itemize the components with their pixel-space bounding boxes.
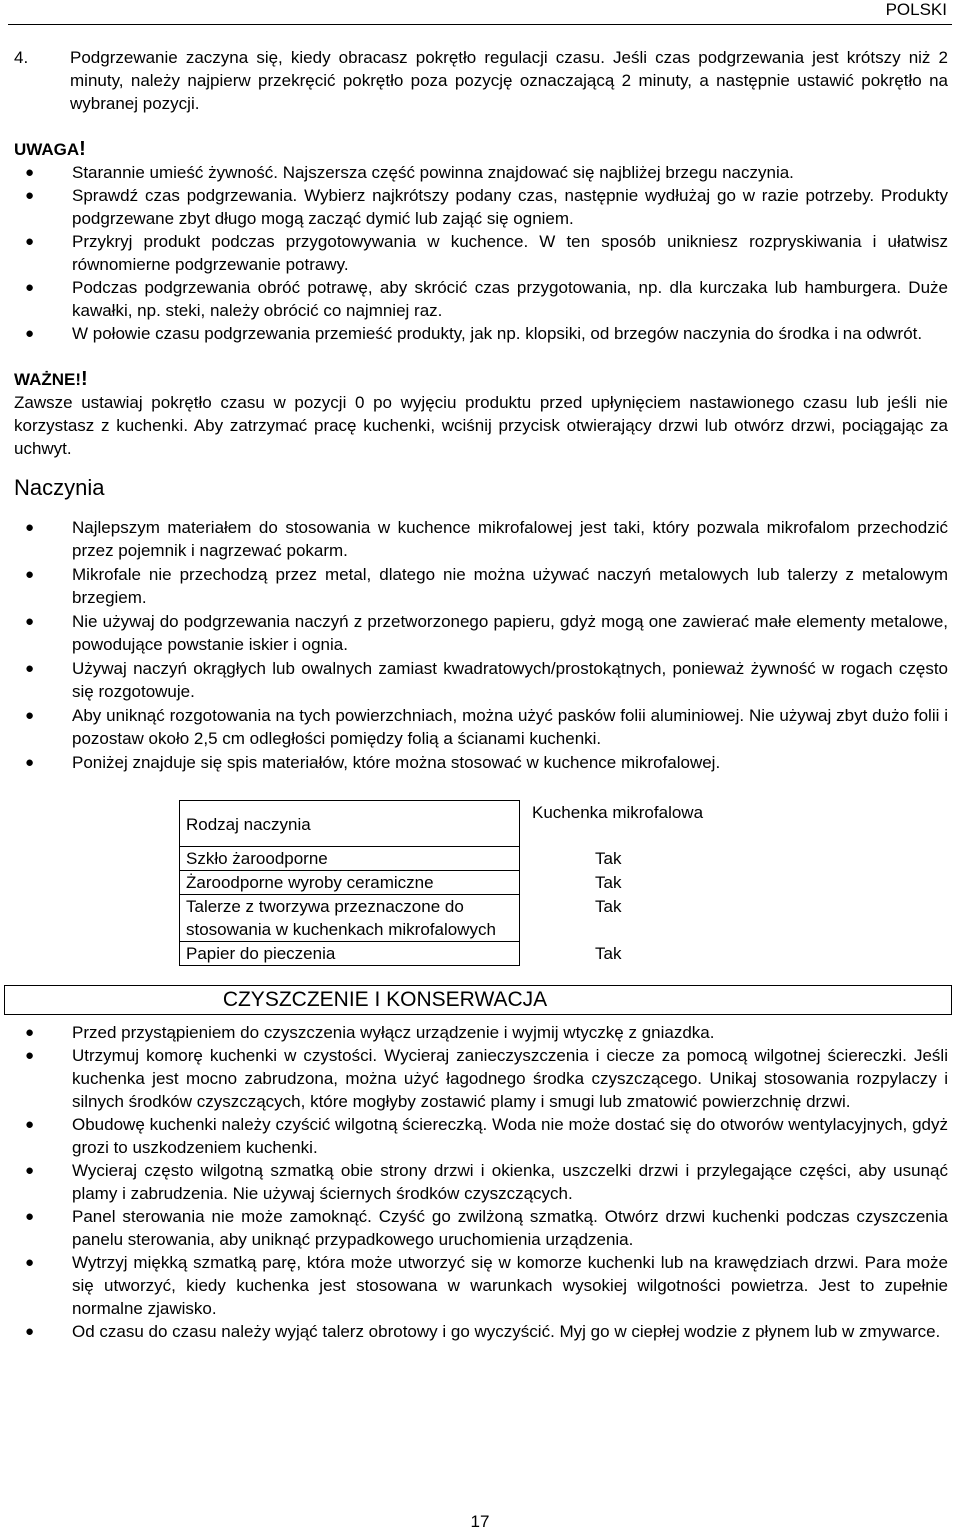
- list-item: ● Utrzymuj komorę kuchenki w czystości. Wycieraj zanieczyszczenia i ciecze za pomocą wilgotnej ściereczki. Jeśli kuchenka jest mocno zabrudzona, można użyć łagodnego środka czyszczącego. Unikaj stosowania rozpylaczy i silnych środków czyszczących, które mogłyby zostawić plamy i smugi lub zmatowić powierzchnię drzwi.: [25, 1046, 948, 1111]
- table-header-row: [180, 801, 758, 847]
- list-item: ● Najlepszym materiałem do stosowania w kuchence mikrofalowej jest taki, który pozwala mikrofalom przechodzić przez pojemnik i nagrzewać pokarm.: [25, 518, 948, 560]
- bullet-icon: ●: [25, 754, 35, 771]
- important-text: Zawsze ustawiaj pokrętło czasu w pozycji 0 po wyjęciu produktu przed upłynięciem nastawionego czasu lub jeśli nie korzystasz z kuchenki. Aby zatrzymać pracę kuchenki, wciśnij przycisk otwierający drzwi lub otwórz drzwi, pociągając za uchwyt.: [14, 393, 948, 458]
- bullet-icon: ●: [25, 325, 35, 342]
- list-item: ● Poniżej znajduje się spis materiałów, które można stosować w kuchence mikrofalowej.: [25, 753, 721, 772]
- numbered-item-4: [14, 46, 948, 115]
- table-cell-value: Tak: [595, 848, 622, 868]
- warning-mark: !: [79, 138, 86, 160]
- table-row: [180, 871, 758, 895]
- table-cell-type: Żaroodporne wyroby ceramiczne: [180, 871, 520, 895]
- item-number: 4.: [14, 48, 29, 67]
- list-item: ● Aby uniknąć rozgotowania na tych powierzchniach, można użyć pasków folii aluminiowej. Nie używaj zbyt dużo folii i pozostaw około 2,5 cm odległości pomiędzy folią a ścianami kuchenki.: [25, 706, 948, 748]
- bullet-icon: ●: [25, 1323, 35, 1340]
- table-row: [180, 847, 758, 871]
- list-item: ● Mikrofale nie przechodzą przez metal, dlatego nie można używać naczyń metalowych lub talerzy z metalowym brzegiem.: [25, 565, 948, 607]
- bullet-icon: ●: [25, 613, 35, 630]
- bullet-icon: ●: [25, 1208, 35, 1225]
- warning-heading: [14, 138, 948, 161]
- important-title: WAŻNE!: [14, 370, 82, 389]
- table-row: [180, 895, 758, 942]
- list-item: ● Przykryj produkt podczas przygotowywania w kuchence. W ten sposób unikniesz rozpryskiwania i ułatwisz równomierne podgrzewanie potrawy.: [25, 232, 948, 274]
- bullet-icon: ●: [25, 187, 35, 204]
- bullet-icon: ●: [25, 566, 35, 583]
- bullet-icon: ●: [25, 1047, 35, 1064]
- item-text: Podgrzewanie zaczyna się, kiedy obracasz pokrętło regulacji czasu. Jeśli czas podgrzewania jest krótszy niż 2 minuty, należy najpierw przekręcić pokrętło poza pozycję oznaczającą 2 minuty, a następnie ustawić pokrętło na wybranej pozycji.: [70, 48, 948, 113]
- bullet-icon: ●: [25, 660, 35, 677]
- table-cell-value: Tak: [595, 896, 622, 916]
- table-cell-value: Tak: [595, 872, 622, 892]
- table-header-type: Rodzaj naczynia: [180, 801, 520, 847]
- table-cell-type: Talerze z tworzywa przeznaczone do stosowania w kuchenkach mikrofalowych: [180, 895, 520, 942]
- table-cell-type: Szkło żaroodporne: [180, 847, 520, 871]
- list-item: ● Panel sterowania nie może zamoknąć. Czyść go zwilżoną szmatką. Otwórz drzwi kuchenki podczas czyszczenia panelu sterowania, aby uniknąć przypadkowego uruchomienia urządzenia.: [25, 1207, 948, 1249]
- page-content: [14, 46, 948, 1343]
- naczynia-list: [14, 516, 948, 774]
- bullet-icon: ●: [25, 1116, 35, 1133]
- list-item: ● Nie używaj do podgrzewania naczyń z przetworzonego papieru, gdyż mogą one zawierać małe elementy metalowe, powodujące powstanie iskier i ognia.: [25, 612, 948, 654]
- page-header-language: POLSKI: [885, 0, 947, 19]
- list-item: ● Przed przystąpieniem do czyszczenia wyłącz urządzenie i wyjmij wtyczkę z gniazdka.: [25, 1023, 715, 1042]
- warning-title: UWAGA: [14, 140, 80, 159]
- bullet-icon: ●: [25, 233, 35, 250]
- list-item: ● W połowie czasu podgrzewania przemieść produkty, jak np. klopsiki, od brzegów naczynia do środka i na odwrót.: [25, 324, 923, 343]
- table-row: [180, 942, 758, 966]
- section-title-cleaning: [4, 985, 952, 1015]
- section-title-naczynia: Naczynia: [14, 475, 105, 500]
- bullet-icon: ●: [25, 1162, 35, 1179]
- materials-table: [179, 800, 758, 966]
- list-item: ● Sprawdź czas podgrzewania. Wybierz najkrótszy podany czas, następnie wydłużaj go w razie potrzeby. Produkty podgrzewane zbyt długo mogą zacząć dymić lub zająć się ogniem.: [25, 186, 948, 228]
- list-item: ● Obudowę kuchenki należy czyścić wilgotną ściereczką. Woda nie może dostać się do otworów wentylacyjnych, gdyż grozi to uszkodzeniem kuchenki.: [25, 1115, 948, 1157]
- bullet-icon: ●: [25, 279, 35, 296]
- list-item: ● Wycieraj często wilgotną szmatką obie strony drzwi i okienka, uszczelki drzwi i przylegające części, aby usunąć plamy i zabrudzenia. Nie używaj ściernych środków czyszczących.: [25, 1161, 948, 1203]
- bullet-icon: ●: [25, 519, 35, 536]
- important-mark: !: [81, 368, 88, 390]
- list-item: ● Starannie umieść żywność. Najszersza część powinna znajdować się najbliżej brzegu naczynia.: [25, 163, 794, 182]
- page-number: 17: [470, 1512, 490, 1531]
- list-item: ● Od czasu do czasu należy wyjąć talerz obrotowy i go wyczyścić. Myj go w ciepłej wodzie z płynem lub w zmywarce.: [25, 1322, 941, 1341]
- bullet-icon: ●: [25, 164, 35, 181]
- bullet-icon: ●: [25, 1024, 35, 1041]
- list-item: ● Wytrzyj miękką szmatką parę, która może utworzyć się w komorze kuchenki lub na krawędziach drzwi. Para może się utworzyć, kiedy kuchenka jest stosowana w warunkach wysokiej wilgotności powietrza. Jest to zupełnie normalne zjawisko.: [25, 1253, 948, 1318]
- table-header-microwave: Kuchenka mikrofalowa: [532, 802, 704, 822]
- warning-list: [14, 161, 948, 345]
- header-rule: [8, 24, 952, 25]
- table-cell-value: Tak: [595, 943, 622, 963]
- list-item: ● Podczas podgrzewania obróć potrawę, aby skrócić czas przygotowania, np. dla kurczaka lub hamburgera. Duże kawałki, np. steki, należy obrócić co najmniej raz.: [25, 278, 948, 320]
- bullet-icon: ●: [25, 1254, 35, 1271]
- cleaning-list: [14, 1021, 948, 1343]
- bullet-icon: ●: [25, 707, 35, 724]
- important-heading: [14, 368, 948, 391]
- cleaning-title: CZYSZCZENIE I KONSERWACJA: [222, 988, 548, 1011]
- list-item: ● Używaj naczyń okrągłych lub owalnych zamiast kwadratowych/prostokątnych, ponieważ żywność w rogach często się rozgotowuje.: [25, 659, 948, 701]
- table-cell-type: Papier do pieczenia: [180, 942, 520, 966]
